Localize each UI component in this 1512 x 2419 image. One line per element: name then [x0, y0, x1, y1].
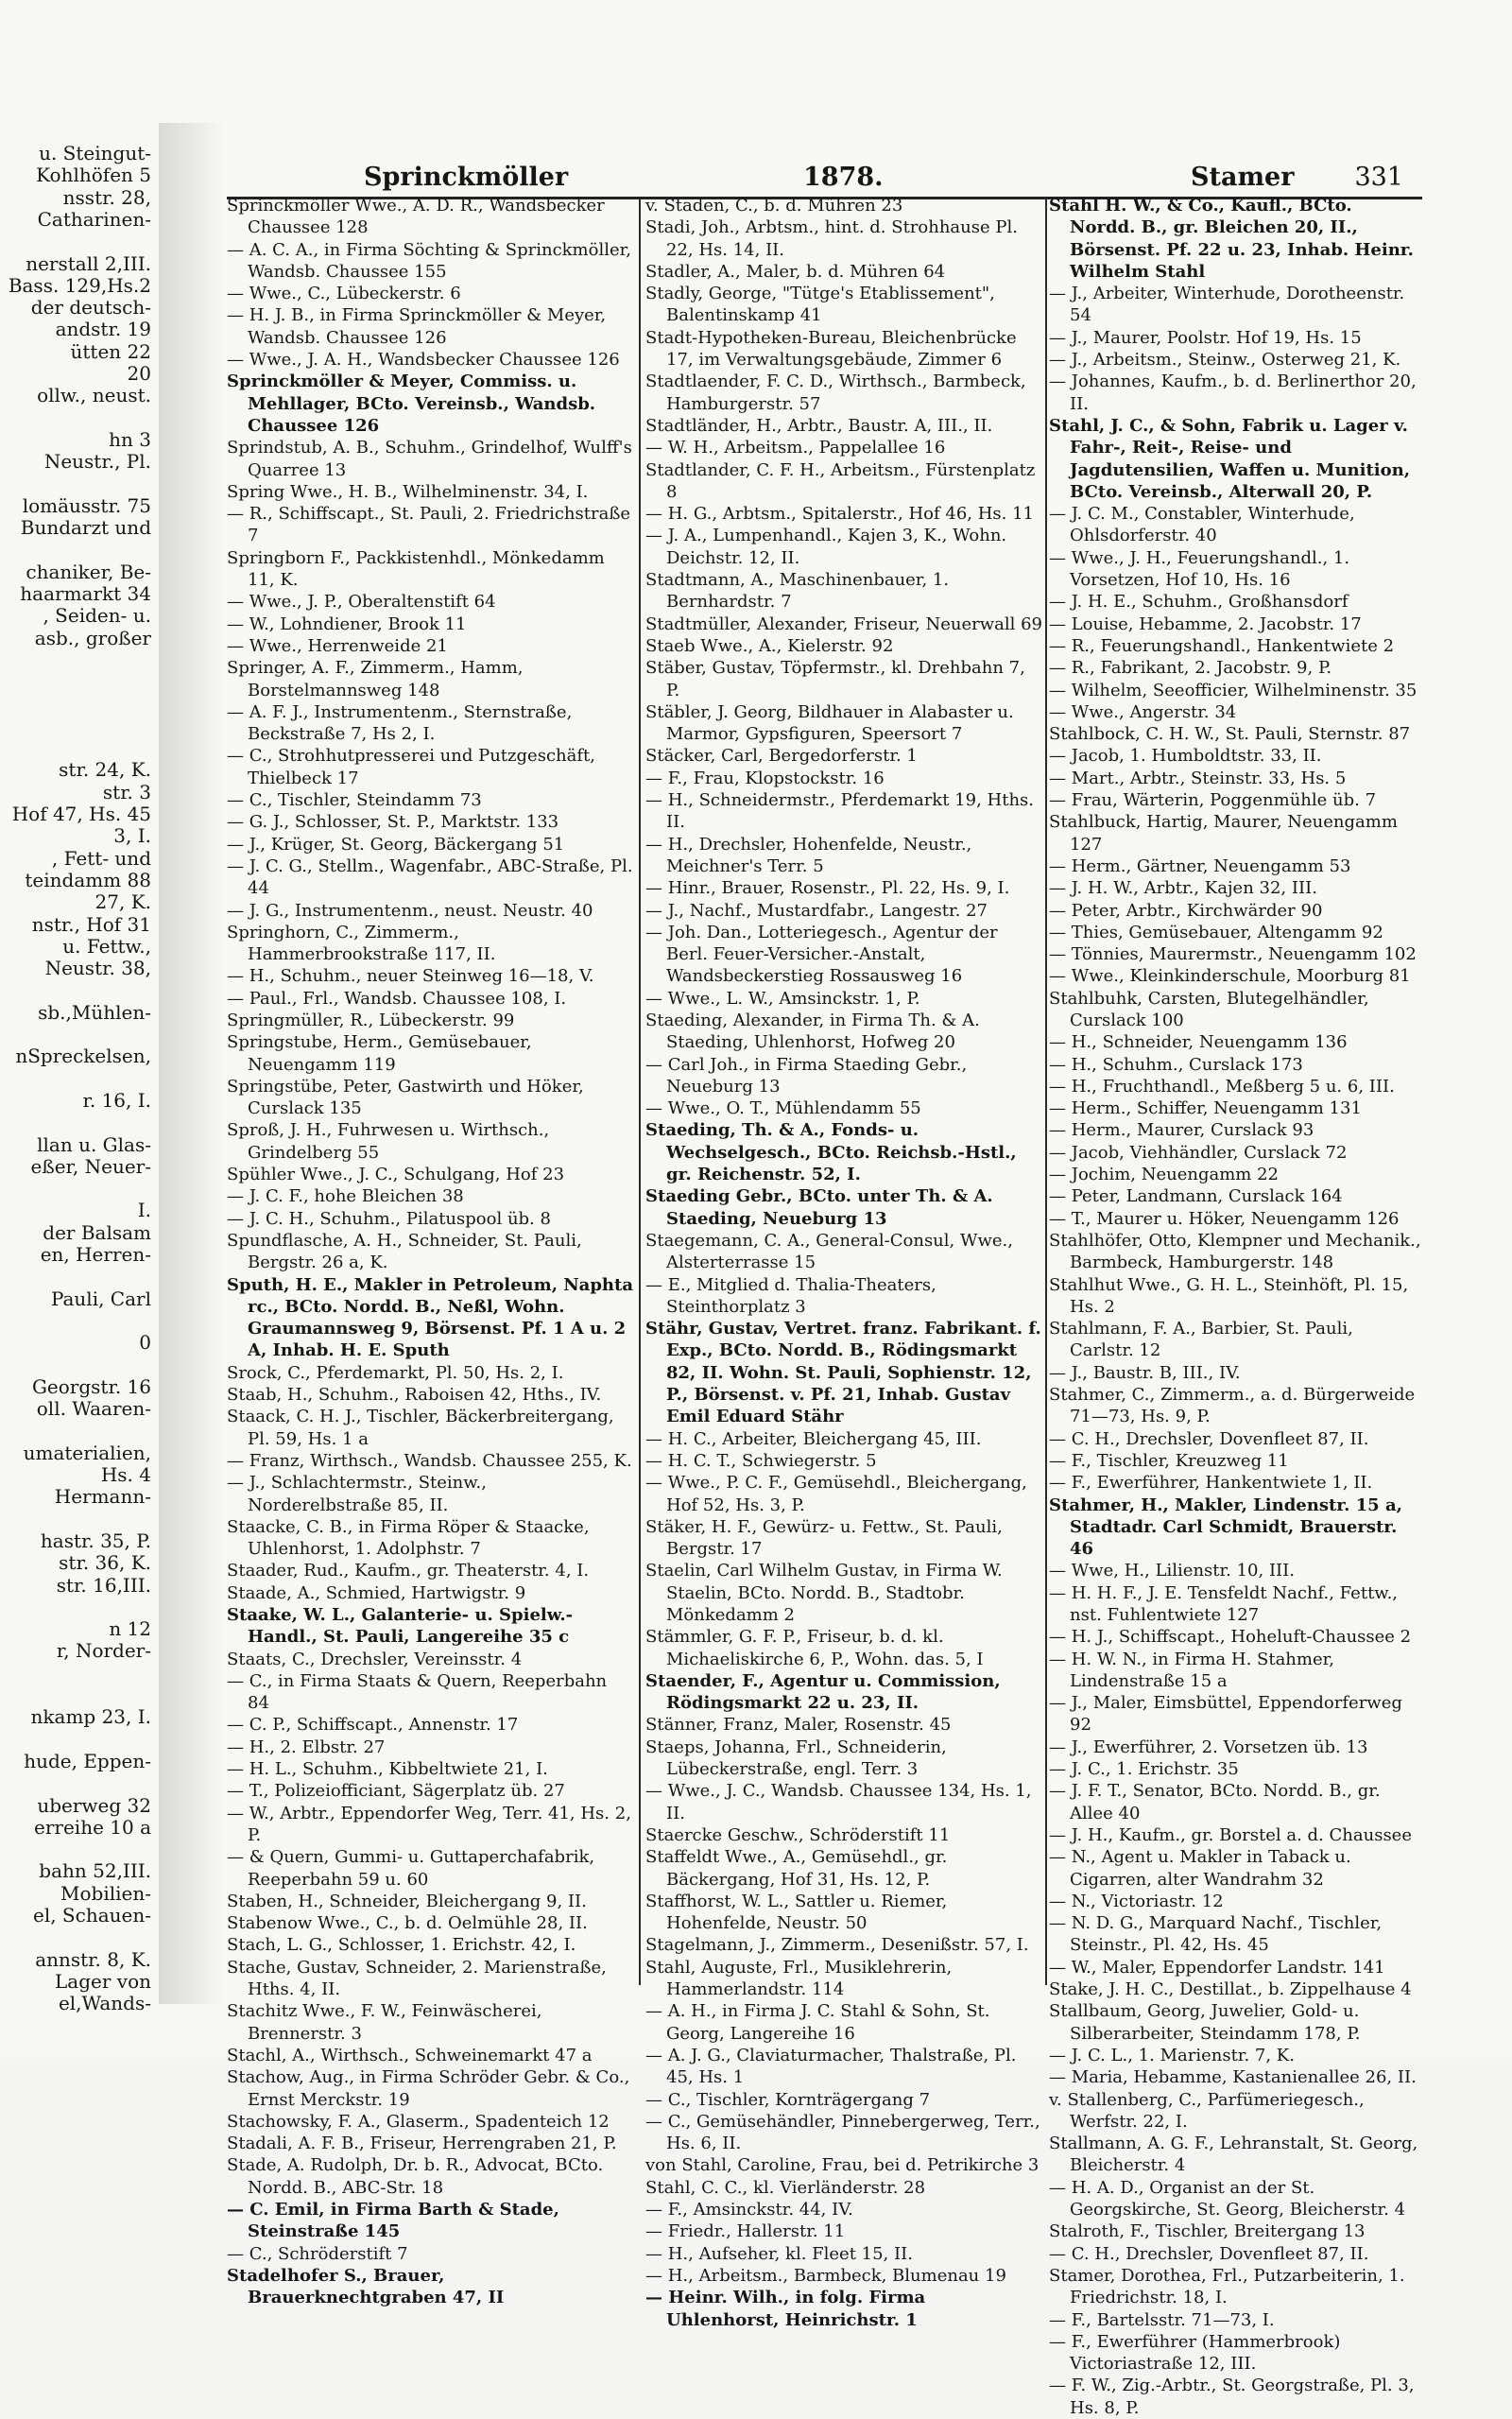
directory-entry: Stahlbock, C. H. W., St. Pauli, Sternstr. 87: [1049, 724, 1411, 745]
column-divider-2: [1045, 199, 1047, 1985]
fragment-line: nkamp 23, I.: [30, 1705, 151, 1729]
directory-entry: Sprinckmöller & Meyer, Commiss. u. Mehllager, BCto. Vereinsb., Wandsb. Chaussee 126: [227, 371, 596, 436]
directory-entry: Staffhorst, W. L., Sattler u. Riemer, Hohenfelde, Neustr. 50: [645, 1891, 948, 1934]
fragment-line: Hs. 4: [100, 1463, 151, 1486]
directory-entry: Staeb Wwe., A., Kielerstr. 92: [645, 635, 894, 656]
directory-entry: — Tönnies, Maurermstr., Neuengamm 102: [1049, 944, 1417, 965]
directory-entry: Stäbler, J. Georg, Bildhauer in Alabaster u. Marmor, Gypsfiguren, Speersort 7: [645, 701, 1014, 745]
fragment-line: Hof 47, Hs. 45: [11, 803, 151, 825]
directory-entry: — Carl Joh., in Firma Staeding Gebr., Neueburg 13: [645, 1054, 968, 1097]
directory-entry: — W. H., Arbeitsm., Pappelallee 16: [645, 438, 946, 458]
directory-entry: Staader, Rud., Kaufm., gr. Theaterstr. 4, I.: [227, 1561, 590, 1581]
fragment-line: nstr., Hof 31: [31, 912, 151, 936]
directory-entry: — Thies, Gemüsebauer, Altengamm 92: [1049, 922, 1383, 942]
directory-entry: — Louise, Hebamme, 2. Jacobstr. 17: [1049, 613, 1362, 634]
directory-entry: Sproß, J. H., Fuhrwesen u. Wirthsch., Grindelberg 55: [227, 1120, 550, 1163]
directory-entry: — J., Arbeiter, Winterhude, Dorotheenstr. 54: [1049, 284, 1405, 326]
directory-entry: — Wwe., C., Lübeckerstr. 6: [227, 284, 461, 304]
directory-entry: Staelin, Carl Wilhelm Gustav, in Firma W. Staelin, BCto. Nordd. B., Stadtobr. Mönkedamm 2: [645, 1561, 1003, 1625]
directory-entry: — Hinr., Brauer, Rosenstr., Pl. 22, Hs. 9, I.: [645, 878, 1010, 899]
directory-entry: Stache, Gustav, Schneider, 2. Marienstraße, Hths. 4, II.: [227, 1957, 607, 2000]
directory-entry: Staeding, Th. & A., Fonds- u. Wechselgesch., BCto. Reichsb.-Hstl., gr. Reichenstr. 52, I.: [645, 1120, 1017, 1185]
directory-entry: — E., Mitglied d. Thalia-Theaters, Steinthorplatz 3: [645, 1274, 936, 1317]
header-year: 1878.: [803, 163, 884, 192]
directory-entry: Springborn F., Packkistenhdl., Mönkedamm 11, K.: [227, 547, 605, 591]
directory-entry: Stahlhöfer, Otto, Klempner und Mechanik., Barmbeck, Hamburgerstr. 148: [1049, 1230, 1421, 1273]
directory-entry: — C. H., Drechsler, Dovenfleet 87, II.: [1049, 1428, 1369, 1449]
directory-entry: — H., Schneidermstr., Pferdemarkt 19, Hths. II.: [645, 790, 1035, 833]
directory-entry: v. Stallenberg, C., Parfümeriegesch., Werfstr. 22, I.: [1049, 2089, 1365, 2132]
fragment-line: teindamm 88: [25, 868, 151, 891]
directory-entry: — J. H. W., Arbtr., Kajen 32, III.: [1049, 878, 1317, 899]
fragment-line: nSpreckelsen,: [15, 1045, 151, 1068]
directory-entry: v. Staden, C., b. d. Mühren 23: [645, 196, 903, 216]
directory-entry: Springmüller, R., Lübeckerstr. 99: [227, 1010, 515, 1030]
header-right-keyword: Stamer: [1191, 163, 1295, 192]
directory-entry: Stachowsky, F. A., Glaserm., Spadenteich 12: [227, 2111, 610, 2132]
directory-entry: — H., Schuhm., neuer Steinweg 16—18, V.: [227, 966, 594, 987]
directory-entry: — Wwe., J. A. H., Wandsbecker Chaussee 126: [227, 350, 620, 371]
directory-entry: — J. H., Kaufm., gr. Borstel a. d. Chaussee: [1049, 1824, 1412, 1845]
directory-entry: — Wwe., Herrenweide 21: [227, 635, 448, 656]
directory-entry: — H. C. T., Schwiegerstr. 5: [645, 1450, 877, 1471]
fragment-line: Hermann-: [54, 1485, 151, 1509]
fragment-line: llan u. Glas-: [37, 1132, 151, 1156]
directory-entry: — Wwe., L. W., Amsinckstr. 1, P.: [645, 988, 920, 1009]
directory-entry: Stämmler, G. F. P., Friseur, b. d. kl. Michaeliskirche 6, P., Wohn. das. 5, I: [645, 1627, 984, 1669]
directory-entry: — W., Maler, Eppendorfer Landstr. 141: [1049, 1957, 1385, 1978]
directory-entry: — H. J., Schiffscapt., Hoheluft-Chaussee 2: [1049, 1627, 1412, 1648]
fragment-line: n 12: [109, 1617, 151, 1641]
directory-entry: — C., in Firma Staats & Quern, Reeperbahn 84: [227, 1670, 608, 1714]
directory-entry: — R., Fabrikant, 2. Jacobstr. 9, P.: [1049, 658, 1332, 679]
fragment-line: ollw., neust.: [37, 384, 151, 407]
directory-entry: Staffeldt Wwe., A., Gemüsehdl., gr. Bäckergang, Hof 31, Hs. 12, P.: [645, 1847, 948, 1890]
directory-entry: Stahlbuck, Hartig, Maurer, Neuengamm 127: [1049, 812, 1398, 855]
directory-entry: — Jacob, 1. Humboldtstr. 33, II.: [1049, 746, 1322, 767]
directory-entry: — H. C., Arbeiter, Bleichergang 45, III.: [645, 1428, 982, 1449]
fragment-line: u. Steingut-: [39, 142, 151, 164]
directory-entry: Stadtmann, A., Maschinenbauer, 1. Bernhardstr. 7: [645, 570, 950, 613]
fragment-line: r. 16, I.: [82, 1088, 151, 1112]
directory-entry: Staats, C., Drechsler, Vereinsstr. 4: [227, 1649, 523, 1669]
directory-entry: Stänner, Franz, Maler, Rosenstr. 45: [645, 1715, 952, 1736]
directory-entry: Stahl, J. C., & Sohn, Fabrik u. Lager v. Fahr-, Reit-, Reise- und Jagdutensilien, Waffen u. Munition, BCto. Vereinsb., Alterwall 20, P.: [1049, 415, 1410, 502]
directory-entry: — F. W., Zig.-Arbtr., St. Georgstraße, Pl. 3, Hs. 8, P.: [1049, 2376, 1415, 2418]
directory-entry: — A. C. A., in Firma Söchting & Sprinckmöller, Wandsb. Chaussee 155: [227, 239, 631, 282]
directory-entry: — C. P., Schiffscapt., Annenstr. 17: [227, 1715, 519, 1736]
fragment-line: annstr. 8, K.: [35, 1947, 151, 1971]
directory-entry: von Stahl, Caroline, Frau, bei d. Petrikirche 3: [645, 2155, 1040, 2176]
directory-entry: — Joh. Dan., Lotteriegesch., Agentur der Berl. Feuer-Versicher.-Anstalt, Wandsbeckerstieg Rossausweg 16: [645, 922, 998, 987]
directory-page: [227, 142, 1422, 2418]
directory-entry: — T., Maurer u. Höker, Neuengamm 126: [1049, 1208, 1400, 1229]
directory-entry: Stallmann, A. G. F., Lehranstalt, St. Georg, Bleicherstr. 4: [1049, 2134, 1418, 2176]
directory-entry: Stahl, Auguste, Frl., Musiklehrerin, Hammerlandstr. 114: [645, 1957, 953, 2000]
directory-entry: — H. J. B., in Firma Sprinckmöller & Meyer, Wandsb. Chaussee 126: [227, 305, 607, 348]
directory-entry: — Franz, Wirthsch., Wandsb. Chaussee 255, K.: [227, 1450, 632, 1471]
directory-entry: — J., Krüger, St. Georg, Bäckergang 51: [227, 834, 565, 855]
directory-entry: Staacke, C. B., in Firma Röper & Staacke, Uhlenhorst, 1. Adolphstr. 7: [227, 1516, 590, 1560]
directory-entry: — Wilhelm, Seeofficier, Wilhelminenstr. 35: [1049, 680, 1418, 700]
directory-entry: — R., Schiffscapt., St. Pauli, 2. Friedrichstraße 7: [227, 504, 630, 546]
directory-entry: — J. H. E., Schuhm., Großhansdorf: [1049, 592, 1349, 613]
fragment-line: r, Norder-: [56, 1639, 151, 1663]
directory-entry: Staack, C. H. J., Tischler, Bäckerbreitergang, Pl. 59, Hs. 1 a: [227, 1407, 614, 1449]
directory-entry: — J. F. T., Senator, BCto. Nordd. B., gr. Allee 40: [1049, 1781, 1381, 1823]
directory-entry: Stahmer, C., Zimmerm., a. d. Bürgerweide 71—73, Hs. 9, P.: [1049, 1385, 1416, 1427]
directory-entry: Stachl, A., Wirthsch., Schweinemarkt 47 a: [227, 2045, 593, 2065]
directory-entry: Spring Wwe., H. B., Wilhelminenstr. 34, I.: [227, 481, 589, 502]
directory-entry: — Friedr., Hallerstr. 11: [645, 2221, 846, 2242]
directory-entry: — J. C. G., Stellm., Wagenfabr., ABC-Straße, Pl. 44: [227, 855, 633, 899]
directory-entry: — H. A. D., Organist an der St. Georgskirche, St. Georg, Bleicherstr. 4: [1049, 2177, 1406, 2220]
fragment-line: str. 24, K.: [59, 758, 151, 782]
directory-entry: — J., Maurer, Poolstr. Hof 19, Hs. 15: [1049, 327, 1362, 348]
fragment-line: en, Herren-: [40, 1243, 151, 1266]
directory-entry: Springstübe, Peter, Gastwirth und Höker, Curslack 135: [227, 1076, 584, 1119]
directory-entry: — & Quern, Gummi- u. Guttaperchafabrik, Reeperbahn 59 u. 60: [227, 1847, 595, 1890]
fragment-line: Mobilien-: [60, 1881, 151, 1905]
directory-entry: Sprindstub, A. B., Schuhm., Grindelhof, Wulff's Quarree 13: [227, 438, 632, 480]
directory-entry: Stach, L. G., Schlosser, 1. Erichstr. 42, I.: [227, 1935, 576, 1956]
directory-entry: Stahl H. W., & Co., Kaufl., BCto. Nordd. B., gr. Bleichen 20, II., Börsenst. Pf. 22 u. 23, Inhab. Heinr. Wilhelm Stahl: [1049, 196, 1414, 282]
column-3: [1049, 195, 1422, 2418]
fragment-line: u. Fettw.,: [62, 934, 151, 958]
directory-entry: — R., Feuerungshandl., Hankentwiete 2: [1049, 635, 1395, 656]
directory-entry: — A. H., in Firma J. C. Stahl & Sohn, St. Georg, Langereihe 16: [645, 2001, 990, 2044]
directory-entry: Stahlbuhk, Carsten, Blutegelhändler, Curslack 100: [1049, 988, 1369, 1030]
fragment-line: eßer, Neuer-: [30, 1154, 151, 1178]
fragment-line: str. 36, K.: [59, 1551, 151, 1575]
directory-entry: Stadt-Hypotheken-Bureau, Bleichenbrücke 17, im Verwaltungsgebäude, Zimmer 6: [645, 327, 1017, 371]
directory-entry: — Wwe., J. P., Oberaltenstift 64: [227, 592, 496, 613]
directory-entry: — Paul., Frl., Wandsb. Chaussee 108, I.: [227, 988, 567, 1009]
directory-entry: — J., Baustr. B, III., IV.: [1049, 1362, 1241, 1383]
directory-entry: — Wwe., Angerstr. 34: [1049, 701, 1237, 722]
column-2: [645, 195, 1043, 2330]
directory-entry: — Mart., Arbtr., Steinstr. 33, Hs. 5: [1049, 768, 1347, 788]
directory-entry: — A. F. J., Instrumentenm., Sternstraße, Beckstraße 7, Hs 2, I.: [227, 701, 573, 745]
directory-entry: — F., Ewerführer, Hankentwiete 1, II.: [1049, 1473, 1373, 1494]
directory-entry: Springer, A. F., Zimmerm., Hamm, Borstelmannsweg 148: [227, 658, 524, 700]
directory-entry: — C. H., Drechsler, Dovenfleet 87, II.: [1049, 2243, 1369, 2264]
fragment-line: der deutsch-: [30, 296, 151, 320]
column-1: [227, 195, 633, 2308]
directory-entry: — Peter, Arbtr., Kirchwärder 90: [1049, 900, 1323, 921]
directory-entry: Stadtlaender, F. C. D., Wirthsch., Barmbeck, Hamburgerstr. 57: [645, 371, 1026, 414]
directory-entry: Stadtmüller, Alexander, Friseur, Neuerwall 69: [645, 613, 1043, 634]
directory-entry: — T., Polizeiofficiant, Sägerplatz üb. 27: [227, 1781, 565, 1802]
directory-entry: — H., Aufseher, kl. Fleet 15, II.: [645, 2243, 913, 2264]
fragment-line: I.: [137, 1199, 151, 1222]
directory-entry: Stahl, C. C., kl. Vierländerstr. 28: [645, 2177, 926, 2198]
fragment-line: hude, Eppen-: [24, 1749, 151, 1772]
directory-entry: — F., Ewerführer (Hammerbrook) Victoriastraße 12, III.: [1049, 2331, 1341, 2375]
directory-entry: Srock, C., Pferdemarkt, Pl. 50, Hs. 2, I.: [227, 1362, 564, 1383]
fragment-line: Bass. 129,Hs.2: [8, 273, 151, 297]
directory-entry: Staender, F., Agentur u. Commission, Rödingsmarkt 22 u. 23, II.: [645, 1670, 1001, 1714]
directory-entry: — H. G., Arbtsm., Spitalerstr., Hof 46, Hs. 11: [645, 504, 1034, 525]
directory-entry: — J., Schlachtermstr., Steinw., Norderelbstraße 85, II.: [227, 1473, 487, 1515]
directory-entry: — C., Tischler, Kornträgergang 7: [645, 2089, 931, 2110]
fragment-line: , Fett- und: [51, 846, 151, 870]
directory-entry: — A. J. G., Claviaturmacher, Thalstraße, Pl. 45, Hs. 1: [645, 2045, 1017, 2088]
directory-entry: — J. C., 1. Erichstr. 35: [1049, 1759, 1239, 1780]
directory-entry: Spühler Wwe., J. C., Schulgang, Hof 23: [227, 1165, 565, 1185]
directory-entry: Staab, H., Schuhm., Raboisen 42, Hths., IV.: [227, 1385, 602, 1406]
fragment-line: erreihe 10 a: [34, 1815, 151, 1839]
directory-entry: — W., Arbtr., Eppendorfer Weg, Terr. 41, Hs. 2, P.: [227, 1803, 631, 1845]
fragment-line: hn 3: [109, 427, 151, 451]
directory-entry: — F., Tischler, Kreuzweg 11: [1049, 1450, 1289, 1471]
header-left-keyword: Sprinckmöller: [364, 163, 569, 192]
fragment-line: el,Wands-: [58, 1992, 151, 2015]
directory-entry: — Wwe., J. C., Wandsb. Chaussee 134, Hs. 1, II.: [645, 1781, 1032, 1823]
fragment-line: bahn 52,III.: [39, 1859, 151, 1883]
directory-entry: — C., Tischler, Steindamm 73: [227, 790, 482, 811]
directory-entry: — G. J., Schlosser, St. P., Marktstr. 133: [227, 812, 559, 833]
directory-entry: Stadtländer, H., Arbtr., Baustr. A, III., II.: [645, 415, 993, 436]
fragment-line: hastr. 35, P.: [40, 1529, 151, 1552]
directory-entry: Stäker, H. F., Gewürz- u. Fettw., St. Pauli, Bergstr. 17: [645, 1516, 1003, 1560]
directory-entry: — H., Schneider, Neuengamm 136: [1049, 1032, 1348, 1053]
fragment-line: Georgstr. 16: [31, 1374, 151, 1398]
directory-entry: Staeding Gebr., BCto. unter Th. & A. Staeding, Neueburg 13: [645, 1186, 993, 1229]
directory-entry: — H. L., Schuhm., Kibbeltwiete 21, I.: [227, 1759, 548, 1780]
directory-entry: — H., 2. Elbstr. 27: [227, 1736, 386, 1757]
directory-entry: — Wwe., J. H., Feuerungshandl., 1. Vorsetzen, Hof 10, Hs. 16: [1049, 547, 1350, 591]
directory-entry: Springhorn, C., Zimmerm., Hammerbrookstraße 117, II.: [227, 922, 496, 965]
directory-entry: Springstube, Herm., Gemüsebauer, Neuengamm 119: [227, 1032, 532, 1075]
directory-entry: — Wwe., Kleinkinderschule, Moorburg 81: [1049, 966, 1411, 987]
fragment-line: Neustr., Pl.: [43, 450, 151, 474]
directory-entry: — H. W. N., in Firma H. Stahmer, Lindenstraße 15 a: [1049, 1649, 1334, 1691]
fragment-line: , Seiden- u.: [43, 604, 151, 628]
fragment-line: el, Schauen-: [32, 1904, 151, 1927]
directory-entry: — Frau, Wärterin, Poggenmühle üb. 7: [1049, 790, 1377, 811]
directory-entry: Stade, A. Rudolph, Dr. b. R., Advocat, BCto. Nordd. B., ABC-Str. 18: [227, 2155, 604, 2198]
directory-entry: — J., Maler, Eimsbüttel, Eppendorferweg 92: [1049, 1693, 1402, 1736]
directory-entry: Staercke Geschw., Schröderstift 11: [645, 1824, 951, 1845]
fragment-line: str. 16,III.: [56, 1573, 151, 1597]
fragment-line: lomäusstr. 75: [22, 493, 151, 517]
directory-entry: Staben, H., Schneider, Bleichergang 9, II.: [227, 1891, 587, 1911]
fragment-line: 20: [127, 362, 151, 385]
directory-entry: — C., Gemüsehändler, Pinnebergerweg, Terr., Hs. 6, II.: [645, 2111, 1040, 2154]
directory-entry: — Wwe., O. T., Mühlendamm 55: [645, 1098, 921, 1119]
directory-entry: — Heinr. Wilh., in folg. Firma Uhlenhorst, Heinrichstr. 1: [645, 2288, 926, 2330]
directory-entry: — J., Nachf., Mustardfabr., Langestr. 27: [645, 900, 988, 921]
directory-entry: — J. A., Lumpenhandl., Kajen 3, K., Wohn. Deichstr. 12, II.: [645, 526, 1007, 568]
fragment-line: nsstr. 28,: [62, 185, 151, 209]
directory-entry: — C., Strohhutpresserei und Putzgeschäft, Thielbeck 17: [227, 746, 595, 788]
directory-entry: — Jacob, Viehhändler, Curslack 72: [1049, 1142, 1348, 1163]
fragment-line: nerstall 2,III.: [26, 251, 151, 275]
directory-entry: — Jochim, Neuengamm 22: [1049, 1165, 1279, 1185]
directory-entry: Stachow, Aug., in Firma Schröder Gebr. & Co., Ernst Merckstr. 19: [227, 2067, 630, 2110]
fragment-line: Catharinen-: [37, 207, 151, 231]
directory-entry: — J. C. F., hohe Bleichen 38: [227, 1186, 464, 1207]
fragment-line: sb.,Mühlen-: [38, 1000, 151, 1024]
fragment-line: 27, K.: [94, 890, 151, 914]
fragment-line: Bundarzt und: [20, 516, 151, 540]
directory-entry: — N., Agent u. Makler in Taback u. Cigarren, alter Wandrahm 32: [1049, 1847, 1351, 1890]
directory-entry: Stallbaum, Georg, Juwelier, Gold- u. Silberarbeiter, Steindamm 178, P.: [1049, 2001, 1361, 2044]
directory-entry: — Herm., Maurer, Curslack 93: [1049, 1120, 1314, 1141]
directory-entry: — N., Victoriastr. 12: [1049, 1891, 1224, 1911]
fragment-line: umaterialien,: [23, 1441, 151, 1464]
directory-entry: Stachitz Wwe., F. W., Feinwäscherei, Brennerstr. 3: [227, 2001, 542, 2044]
directory-entry: Stagelmann, J., Zimmerm., Desenißstr. 57, I.: [645, 1935, 1029, 1956]
directory-entry: — C., Schröderstift 7: [227, 2243, 408, 2264]
fragment-line: der Balsam: [43, 1220, 151, 1244]
directory-entry: Sputh, H. E., Makler in Petroleum, Naphta rc., BCto. Nordd. B., Neßl, Wohn. Graumannsweg 9, Börsenst. Pf. 1 A u. 2 A, Inhab. H. E. Sputh: [227, 1274, 633, 1361]
fragment-line: Pauli, Carl: [50, 1287, 151, 1310]
directory-entry: Spundflasche, A. H., Schneider, St. Pauli, Bergstr. 26 a, K.: [227, 1230, 582, 1273]
fragment-line: uberweg 32: [37, 1793, 151, 1817]
directory-entry: — W., Lohndiener, Brook 11: [227, 613, 467, 634]
directory-entry: — C. Emil, in Firma Barth & Stade, Steinstraße 145: [227, 2200, 559, 2242]
directory-entry: — J., Ewerführer, 2. Vorsetzen üb. 13: [1049, 1736, 1368, 1757]
directory-entry: — J. C. H., Schuhm., Pilatuspool üb. 8: [227, 1208, 551, 1229]
fragment-line: haarmarkt 34: [20, 582, 151, 605]
fragment-line: 3, I.: [113, 824, 151, 848]
directory-entry: Staeps, Johanna, Frl., Schneiderin, Lübeckerstraße, engl. Terr. 3: [645, 1736, 947, 1780]
directory-entry: — Wwe, H., Lilienstr. 10, III.: [1049, 1561, 1295, 1581]
fragment-line: ütten 22: [70, 339, 151, 363]
directory-entry: Stadi, Joh., Arbtsm., hint. d. Strohhause Pl. 22, Hs. 14, II.: [645, 217, 1018, 260]
directory-entry: Stadtlander, C. F. H., Arbeitsm., Fürstenplatz 8: [645, 459, 1036, 502]
running-header: [227, 159, 1422, 197]
directory-entry: Staade, A., Schmied, Hartwigstr. 9: [227, 1582, 526, 1603]
directory-entry: — J., Arbeitsm., Steinw., Osterweg 21, K.: [1049, 350, 1401, 371]
directory-entry: Stahmer, H., Makler, Lindenstr. 15 a, Stadtadr. Carl Schmidt, Brauerstr. 46: [1049, 1495, 1402, 1560]
fragment-line: Kohlhöfen 5: [36, 164, 151, 187]
directory-entry: — H., Arbeitsm., Barmbeck, Blumenau 19: [645, 2265, 1006, 2286]
directory-entry: — F., Amsinckstr. 44, IV.: [645, 2200, 853, 2220]
directory-entry: — F., Frau, Klopstockstr. 16: [645, 768, 885, 788]
directory-entry: — H., Schuhm., Curslack 173: [1049, 1054, 1303, 1075]
directory-entry: Stähr, Gustav, Vertret. franz. Fabrikant. f. Exp., BCto. Nordd. B., Rödingsmarkt 82, II. Wohn. St. Pauli, Sophienstr. 12, P., Börsenst. v. Pf. 21, Inhab. Gustav Emil Eduard Stähr: [645, 1319, 1041, 1427]
directory-entry: — H., Drechsler, Hohenfelde, Neustr., Meichner's Terr. 5: [645, 834, 972, 876]
directory-entry: Stäber, Gustav, Töpfermstr., kl. Drehbahn 7, P.: [645, 658, 1025, 700]
directory-entry: — H., Fruchthandl., Meßberg 5 u. 6, III.: [1049, 1076, 1395, 1097]
directory-entry: Stäcker, Carl, Bergedorferstr. 1: [645, 746, 918, 767]
directory-entry: — N. D. G., Marquard Nachf., Tischler, Steinstr., Pl. 42, Hs. 45: [1049, 1913, 1383, 1956]
fragment-line: oll. Waaren-: [36, 1397, 151, 1421]
directory-entry: — F., Bartelsstr. 71—73, I.: [1049, 2309, 1275, 2330]
directory-entry: Stadali, A. F. B., Friseur, Herrengraben 21, P.: [227, 2134, 617, 2154]
fragment-line: asb., großer: [34, 626, 151, 649]
fragment-line: chaniker, Be-: [26, 560, 151, 583]
directory-entry: — Peter, Landmann, Curslack 164: [1049, 1186, 1343, 1207]
directory-entry: — J. C. M., Constabler, Winterhude, Ohlsdorferstr. 40: [1049, 504, 1355, 546]
directory-entry: — Wwe., P. C. F., Gemüsehdl., Bleichergang, Hof 52, Hs. 3, P.: [645, 1473, 1027, 1515]
book-gutter: [159, 123, 225, 2004]
directory-entry: — H. H. F., J. E. Tensfeldt Nachf., Fettw., nst. Fuhlentwiete 127: [1049, 1582, 1399, 1625]
fragment-line: str. 3: [102, 780, 151, 803]
fragment-line: Neustr. 38,: [44, 957, 151, 980]
directory-entry: — Johannes, Kaufm., b. d. Berlinerthor 20, II.: [1049, 371, 1417, 414]
directory-entry: Sprinckmöller Wwe., A. D. R., Wandsbecker Chaussee 128: [227, 196, 605, 238]
directory-entry: Staegemann, C. A., General-Consul, Wwe., Alsterterrasse 15: [645, 1230, 1013, 1273]
directory-entry: — Herm., Gärtner, Neuengamm 53: [1049, 855, 1351, 876]
directory-entry: Stahlhut Wwe., G. H. L., Steinhöft, Pl. 15, Hs. 2: [1049, 1274, 1409, 1317]
directory-entry: — J. C. L., 1. Marienstr. 7, K.: [1049, 2045, 1295, 2065]
directory-entry: — J. G., Instrumentenm., neust. Neustr. 40: [227, 900, 593, 921]
fragment-line: andstr. 19: [55, 318, 151, 341]
directory-entry: Stadler, A., Maler, b. d. Mühren 64: [645, 261, 946, 282]
directory-entry: Stake, J. H. C., Destillat., b. Zippelhause 4: [1049, 1979, 1412, 2000]
directory-entry: Stalroth, F., Tischler, Breitergang 13: [1049, 2221, 1366, 2242]
fragment-line: Lager von: [55, 1969, 151, 1993]
directory-entry: — Herm., Schiffer, Neuengamm 131: [1049, 1098, 1362, 1119]
directory-entry: Stabenow Wwe., C., b. d. Oelmühle 28, II.: [227, 1913, 588, 1934]
fragment-line: 0: [139, 1331, 151, 1355]
directory-entry: Stamer, Dorothea, Frl., Putzarbeiterin, 1. Friedrichstr. 18, I.: [1049, 2265, 1405, 2308]
directory-entry: Stahlmann, F. A., Barbier, St. Pauli, Carlstr. 12: [1049, 1319, 1353, 1361]
directory-entry: Staake, W. L., Galanterie- u. Spielw.-Handl., St. Pauli, Langereihe 35 c: [227, 1605, 574, 1648]
column-divider-1: [639, 199, 641, 1985]
directory-entry: Staeding, Alexander, in Firma Th. & A. Staeding, Uhlenhorst, Hofweg 20: [645, 1010, 980, 1053]
previous-page-fragment: [0, 142, 162, 2015]
directory-entry: Stadelhofer S., Brauer, Brauerknechtgraben 47, II: [227, 2265, 505, 2308]
directory-entry: Stadly, George, "Tütge's Etablissement", Balentinskamp 41: [645, 284, 995, 326]
page-number: 331: [1354, 163, 1403, 192]
directory-entry: — Maria, Hebamme, Kastanienallee 26, II.: [1049, 2067, 1417, 2088]
